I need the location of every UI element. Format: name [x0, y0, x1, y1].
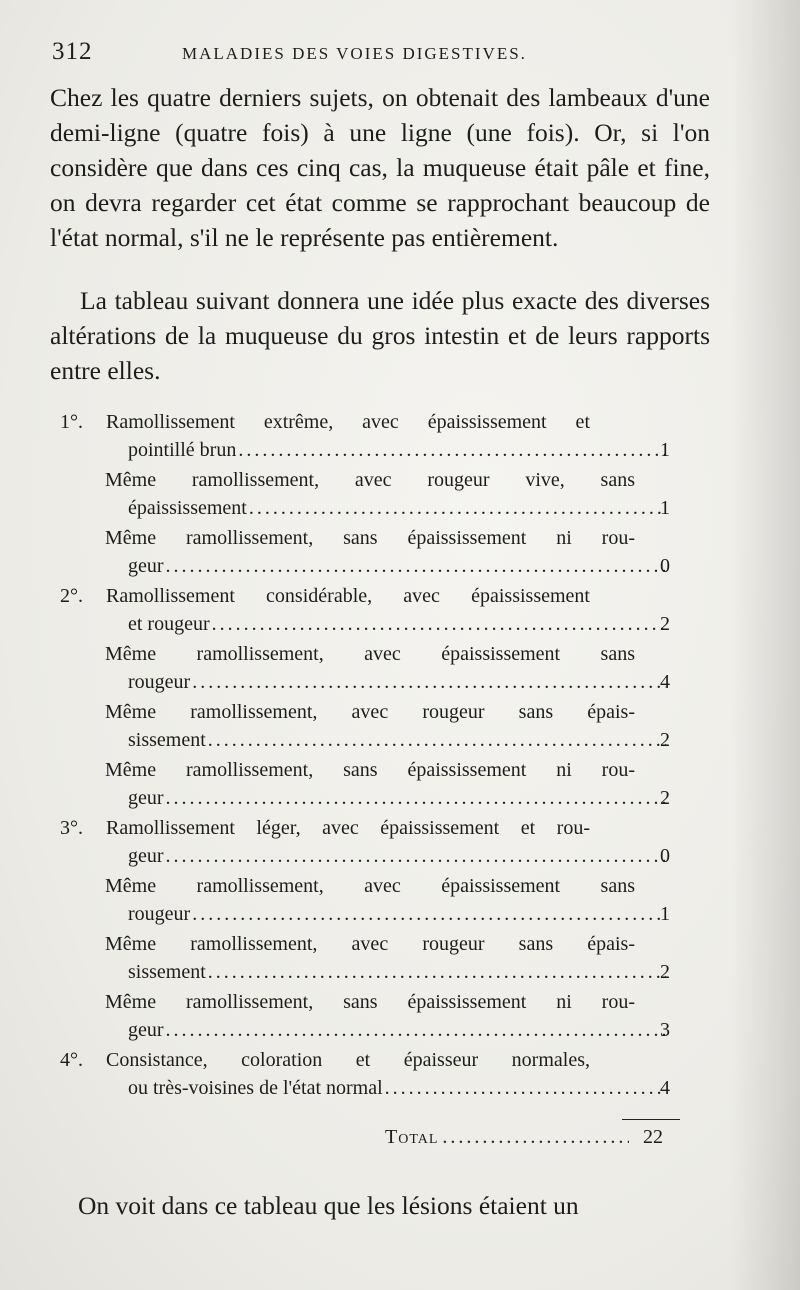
leader-dots	[166, 552, 666, 580]
entry-text: Ramollissement considérable, avec épaississement	[106, 585, 590, 607]
entry-line-2	[60, 784, 670, 812]
table-row	[60, 988, 670, 1044]
entry-text: Même ramollissement, avec épaississement sans	[105, 643, 635, 665]
leader-dots	[166, 1016, 666, 1044]
entry-count: 1	[660, 439, 670, 461]
table-row	[60, 756, 670, 812]
entry-text-continued: geur	[128, 787, 164, 809]
entry-text: Même ramollissement, avec rougeur sans épais-	[105, 933, 635, 955]
page-edge-shadow	[730, 0, 800, 1290]
entry-line-2	[60, 610, 670, 638]
total-row	[385, 1126, 663, 1149]
entry-text: Même ramollissement, avec rougeur vive, sans	[105, 469, 635, 491]
entry-number: 4°.	[60, 1049, 83, 1071]
entry-line-2	[60, 436, 670, 464]
table-row	[60, 408, 670, 464]
entry-line-1	[60, 872, 635, 900]
entry-line-2	[60, 726, 670, 754]
table-row	[60, 466, 670, 522]
entry-line-1	[60, 930, 635, 958]
entry-text: Même ramollissement, sans épaississement ni rou-	[105, 759, 635, 781]
entry-line-2	[60, 1016, 670, 1044]
entry-count: 0	[660, 555, 670, 577]
entry-line-1	[60, 640, 635, 668]
entry-text-continued: et rougeur	[128, 613, 210, 635]
entry-number: 3°.	[60, 817, 83, 839]
leader-dots	[238, 436, 666, 464]
table-row	[60, 698, 670, 754]
entry-line-1	[60, 988, 635, 1016]
leader-dots	[208, 958, 666, 986]
table-row	[60, 872, 670, 928]
entry-count: 3	[660, 1019, 670, 1041]
entry-text: Même ramollissement, sans épaississement ni rou-	[105, 991, 635, 1013]
leader-dots	[166, 842, 666, 870]
entry-count: 2	[660, 961, 670, 983]
entry-count: 2	[660, 613, 670, 635]
entry-text-continued: sissement	[128, 961, 206, 983]
table-row	[60, 814, 670, 870]
entry-text-continued: rougeur	[128, 903, 191, 925]
entry-line-1	[60, 756, 635, 784]
entry-count: 0	[660, 845, 670, 867]
entry-line-2	[60, 842, 670, 870]
entry-text: Même ramollissement, avec rougeur sans épais-	[105, 701, 635, 723]
entry-text: Même ramollissement, avec épaississement sans	[105, 875, 635, 897]
entry-line-1	[60, 582, 590, 610]
table-row	[60, 1046, 670, 1102]
leader-dots	[249, 494, 666, 522]
entry-line-2	[60, 552, 670, 580]
entry-line-2	[60, 668, 670, 696]
leader-dots	[212, 610, 666, 638]
entry-line-2	[60, 958, 670, 986]
entry-line-2	[60, 494, 670, 522]
leader-dots	[192, 668, 666, 696]
entry-text: Ramollissement extrême, avec épaississement et	[106, 411, 590, 433]
entry-count: 4	[660, 1077, 670, 1099]
entry-line-1	[60, 408, 590, 436]
entry-count: 4	[660, 671, 670, 693]
total-rule	[622, 1119, 680, 1120]
entry-text-continued: geur	[128, 845, 164, 867]
leader-dots	[208, 726, 666, 754]
entry-text-continued: épaississement	[128, 497, 247, 519]
total-label: Total	[385, 1126, 439, 1148]
entry-line-1	[60, 814, 590, 842]
total-leader-dots	[442, 1126, 629, 1149]
entry-text: Consistance, coloration et épaisseur normales,	[106, 1049, 590, 1071]
entry-number: 1°.	[60, 411, 83, 433]
entry-count: 2	[660, 729, 670, 751]
entry-number: 2°.	[60, 585, 83, 607]
leader-dots	[166, 784, 666, 812]
entry-line-1	[60, 466, 635, 494]
entry-text: Ramollissement léger, avec épaississement et rou-	[106, 817, 590, 839]
entry-text-continued: ou très-voisines de l'état normal	[128, 1077, 383, 1099]
entry-line-1	[60, 698, 635, 726]
running-title: MALADIES DES VOIES DIGESTIVES.	[182, 44, 527, 63]
entry-count: 1	[660, 903, 670, 925]
table-row	[60, 930, 670, 986]
leader-dots	[385, 1074, 666, 1102]
total-value: 22	[643, 1126, 663, 1148]
entry-text-continued: rougeur	[128, 671, 191, 693]
table-row	[60, 582, 670, 638]
entry-count: 2	[660, 787, 670, 809]
page-number: 312	[52, 38, 93, 65]
entry-text-continued: pointillé brun	[128, 439, 237, 461]
entry-count: 1	[660, 497, 670, 519]
entry-line-2	[60, 900, 670, 928]
entry-line-2	[60, 1074, 670, 1102]
lesion-table	[60, 408, 670, 1104]
entry-text-continued: sissement	[128, 729, 206, 751]
page-header	[52, 38, 632, 68]
entry-line-1	[60, 1046, 590, 1074]
entry-text-continued: geur	[128, 555, 164, 577]
paragraph-intro: Chez les quatre derniers sujets, on obtenait des lambeaux d'une demi-ligne (quatre fois) à une ligne (une fois). Or, si l'on considère que dans ces cinq cas, la muqueuse était pâle et fine, on devra regarder cet état comme se rapprochant beaucoup de l'état normal, s'il ne le représente pas entièrement.	[50, 83, 710, 252]
entry-text-continued: geur	[128, 1019, 164, 1041]
table-row	[60, 640, 670, 696]
entry-text: Même ramollissement, sans épaississement ni rou-	[105, 527, 635, 549]
entry-line-1	[60, 524, 635, 552]
paragraph-table-intro: La tableau suivant donnera une idée plus exacte des diverses altérations de la muqueuse du gros intestin et de leurs rapports entre elles.	[50, 286, 710, 385]
leader-dots	[192, 900, 666, 928]
paragraph-conclusion: On voit dans ce tableau que les lésions étaient un	[78, 1191, 579, 1220]
table-row	[60, 524, 670, 580]
